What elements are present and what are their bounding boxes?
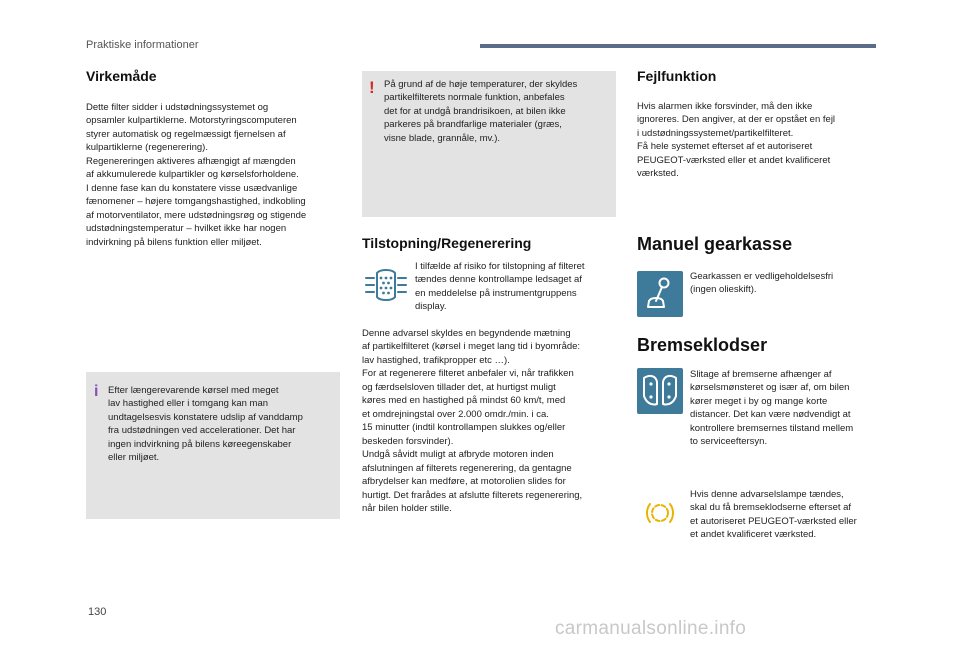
header-accent-bar — [480, 44, 876, 48]
brake-warning-body: Hvis denne advarselslampe tændes, skal du få bremseklodserne efterset af et autoriseret PEUGEOT-værksted eller et andet kvalificeret værksted. — [690, 489, 857, 541]
bremseklodser-body: Slitage af bremserne afhænger af kørselsmønsteret og især af, om bilen kører meget i by og mange korte distancer. Det kan være nødvendigt at kontrollere bremsernes tilstand mellem to serviceeftersyn. — [690, 369, 854, 448]
virkemaade-body: Dette filter sidder i udstødningssystemet og opsamler kulpartiklerne. Motorstyringscomputeren styrer automatisk og regelmæssigt fjernelsen af kulpartiklerne (regenerering). Regenereringen aktiveres afhængigt af mængden af akkumulerede kulpartikler og kørselsforholdene. I denne fase kan du konstatere visse usædvanlige fænomener – højere tomgangshastighed, indkobling af motorventilator, mere udstødningsrøg og stigende udstødningstemperatur – hvilket ikke har nogen indvirkning på bilens funktion eller miljøet. — [86, 102, 307, 248]
info-box — [86, 372, 340, 519]
watermark: carmanualsonline.info — [555, 618, 747, 639]
brake-pads-icon — [637, 368, 683, 414]
manuel-gearkasse-body: Gearkassen er vedligeholdelsesfri (ingen olieskift). — [690, 271, 834, 296]
warning-box-body: På grund af de høje temperaturer, der skyldes partikelfilterets normale funktion, anbefales det for at undgå brandrisikoen, at bilen ikke parkeres på brandfarlige materialer (græs, visne blade, grannåle, mv.). — [384, 79, 578, 144]
fejlfunktion-heading: Fejlfunktion — [637, 68, 717, 84]
manuel-gearkasse-heading: Manuel gearkasse — [637, 234, 793, 254]
virkemaade-heading: Virkemåde — [86, 68, 157, 84]
tilstopning-intro: I tilfælde af risiko for tilstopning af filteret tændes denne kontrollampe ledsaget af en meddelelse på instrumentgruppens display. — [415, 261, 585, 313]
info-box-body: Efter længerevarende kørsel med meget lav hastighed eller i tomgang kan man undtagelsesvis konstatere udslip af vanddamp fra udstødningen ved accelerationer. Det har ingen indvirkning på bilens køreegenskaber eller miljøet. — [108, 385, 303, 464]
running-header: Praktiske informationer — [86, 39, 199, 51]
tilstopning-heading: Tilstopning/Regenerering — [362, 235, 532, 251]
particle-filter-icon — [364, 266, 408, 304]
fejlfunktion-body: Hvis alarmen ikke forsvinder, må den ikke ignoreres. Den angiver, at der er opstået en fejl i udstødningssystemet/partikelfilteret. Få hele systemet efterset af et autoriseret PEUGEOT-værksted eller et andet kvalificeret værksted. — [637, 101, 836, 180]
page-number: 130 — [88, 606, 107, 618]
brake-wear-warning-icon — [644, 500, 676, 526]
warning-icon: ! — [369, 78, 375, 97]
warning-box — [362, 71, 616, 217]
gearshift-icon — [637, 271, 683, 317]
tilstopning-body: Denne advarsel skyldes en begyndende mætning af partikelfilteret (kørsel i meget lang tid i byområde: lav hastighed, trafikpropper etc …). For at regenerere filteret anbefaler vi, når trafikken og færdselsloven tillader det, at hurtigst muligt køres med en hastighed på mindst 60 km/t, med et omdrejningstal over 2.000 omdr./min. i ca. 15 minutter (indtil kontrollampen slukkes og/eller beskeden forsvinder). Undgå såvidt muligt at afbryde motoren inden afslutningen af filterets regenerering, da gentagne afbrydelser kan medføre, at motorolien slides for hurtigt. Det frarådes at afslutte filterets regenerering, når bilen holder stille. — [362, 328, 583, 515]
info-icon: i — [94, 383, 99, 400]
bremseklodser-heading: Bremseklodser — [637, 335, 768, 355]
